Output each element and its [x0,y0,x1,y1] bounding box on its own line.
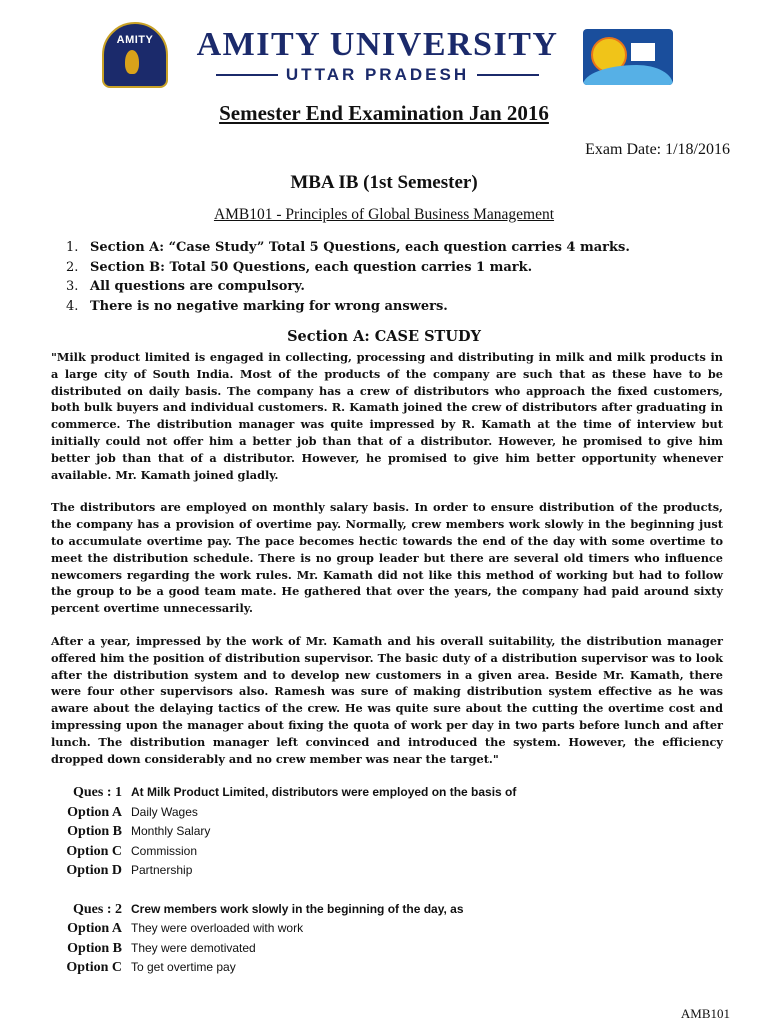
house-icon [631,43,655,61]
state-name: UTTAR PRADESH [285,65,470,84]
question-row [52,785,712,805]
option-text: Daily Wages [131,804,198,819]
question-block [52,902,712,980]
course-title: AMB101 - Principles of Global Business Management [213,206,555,223]
option-row [52,921,712,941]
amity-logo [98,20,172,88]
option-label: Option B [67,940,122,956]
question-row [52,902,712,922]
option-row [52,960,712,980]
option-row [52,824,712,844]
instruction-item [66,297,630,317]
instruction-text: There is no negative marking for wrong answers. [90,298,448,314]
option-text: Monthly Salary [131,824,211,838]
option-text: Commission [131,843,198,858]
option-row [52,805,712,825]
section-heading: Section A: CASE STUDY [287,328,481,345]
divider [477,74,539,76]
instruction-item [66,258,630,278]
case-study [51,349,723,783]
option-label: Option A [67,921,122,936]
instructions-list [66,238,630,316]
instruction-number: 3. [66,279,79,294]
option-label: Option C [66,960,122,975]
case-paragraph: "Milk product limited is engaged in collecting, processing and distributing in milk and milk products in a large city of South India. Most of the products of the company are such that as these have to be distributed on daily basis. The company has a crew of distributors who approach the fixed customers, both bulk buyers and individual customers. R. Kamath joined the crew of distributors after graduating in commerce. The distribution manager was quite impressed by R. Kamath at the time of interview but initially could not offer him a better job than that of a distributor. However, he promised to give him better job than that of a distributor. However, he promised to give him better opportunity whenever available. Mr. Kamath joined gladly. [51,350,723,482]
footer-code: AMB101 [680,1006,730,1021]
question-text: Crew members work slowly in the beginning of the day, as [131,901,464,916]
question-label: Ques : 1 [73,785,122,800]
flame-icon [125,50,139,74]
question-text: At Milk Product Limited, distributors were employed on the basis of [131,785,517,799]
option-text: Partnership [131,863,193,877]
network-logo [583,29,673,85]
case-paragraph: After a year, impressed by the work of Mr. Kamath and his overall suitability, the distribution manager offered him the position of distribution supervisor. The basic duty of a distribution supervisor was to look after the distribution system and to develop new customers in a given area. Beside Mr. Kamath, there were four other supervisors also. Ramesh was sure of making distribution system effective as he was aware about the delaying tactics of the crew. He was quite sure about the cutting the overtime cost and impressing upon the manager about fixing the quota of work per day in two parts before lunch and after lunch. The distribution manager left convinced and introduced the system. However, the efficiency dropped down considerably and no crew member was near the target." [51,633,723,766]
state-row [172,65,583,85]
option-text: They were overloaded with work [131,921,304,935]
option-text: They were demotivated [131,940,256,955]
case-paragraph: The distributors are employed on monthly salary basis. In order to ensure distribution of the products, the company has a provision of overtime pay. Normally, crew members work slowly in the beginning just to accumulate overtime pay. The pace becomes hectic towards the end of the day with some overtime to meet the distribution schedule. There is no group leader but there are several old timers who influence newcomers regarding the work rules. Mr. Kamath did not like this method of working but had to follow the group to be a good team mate. He gathered that over the years, the company had paid around sixty percent overtime unnecessarily. [51,500,723,616]
instruction-number: 4. [66,298,79,314]
option-label: Option A [67,804,122,820]
logo-text: AMITY [116,34,154,46]
option-row [52,863,712,883]
divider [216,74,278,76]
instruction-text: Section A: “Case Study” Total 5 Questions, each question carries 4 marks. [90,240,630,255]
instruction-text: All questions are compulsory. [90,279,305,294]
title-block [172,23,583,85]
program-title: MBA IB (1st Semester) [290,172,478,193]
exam-date: Exam Date: 1/18/2016 [585,141,730,158]
option-row [52,941,712,961]
option-label: Option D [66,863,122,878]
option-row [52,844,712,864]
instruction-number: 1. [66,240,79,255]
question-label: Ques : 2 [73,901,122,917]
instruction-text: Section B: Total 50 Questions, each question carries 1 mark. [90,259,533,275]
option-label: Option B [67,824,122,839]
exam-title: Semester End Examination Jan 2016 [219,101,549,125]
instruction-item [66,277,630,297]
instruction-item [66,238,630,258]
questions [52,785,712,999]
university-name: AMITY UNIVERSITY [196,26,559,63]
header-banner [98,20,673,88]
instruction-number: 2. [66,259,79,275]
question-block [52,785,712,883]
option-label: Option C [66,843,122,859]
option-text: To get overtime pay [131,960,236,974]
